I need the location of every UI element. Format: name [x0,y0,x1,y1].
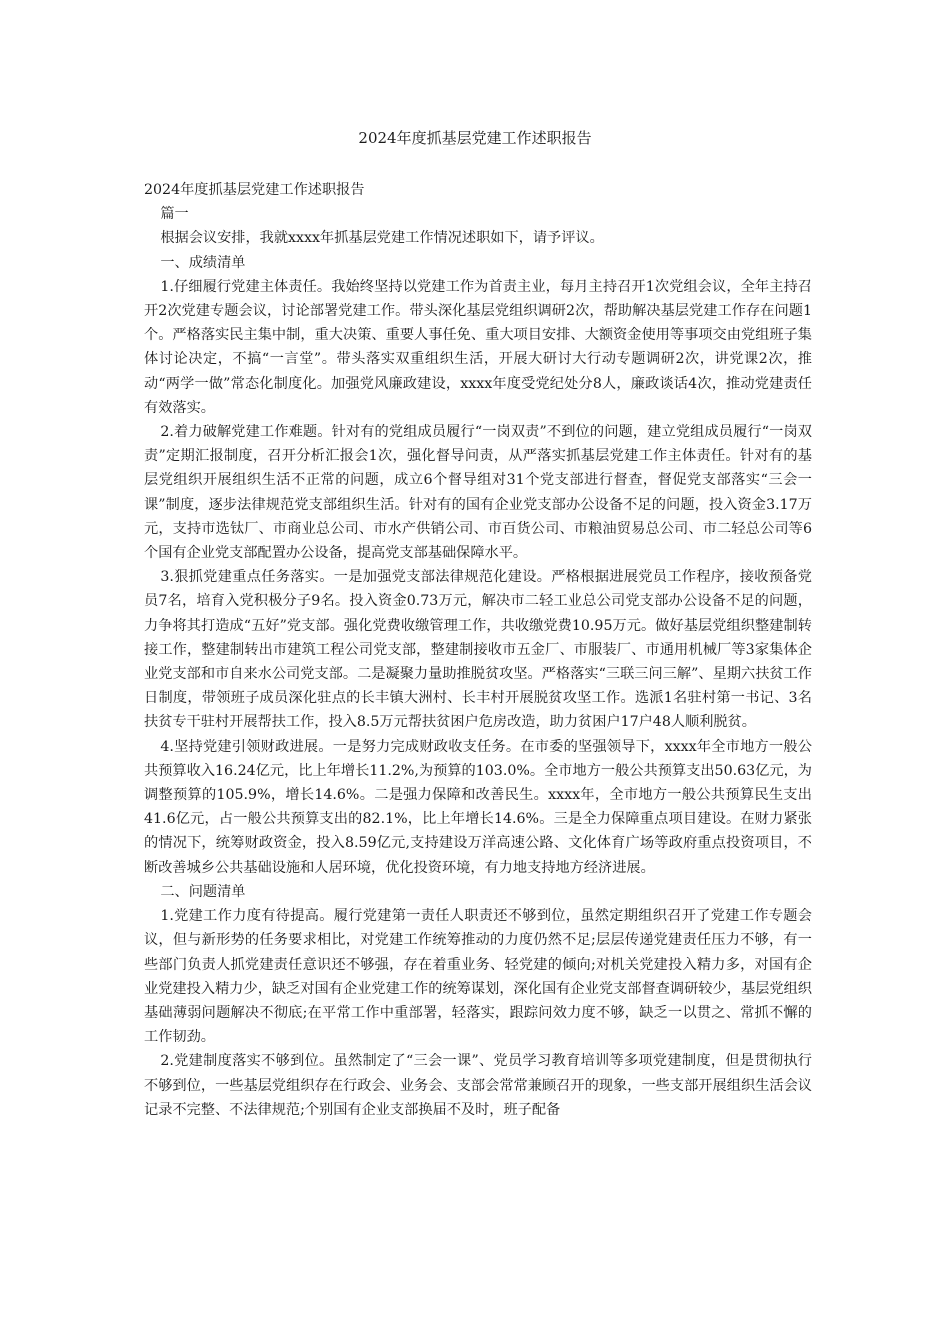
achievement-paragraph-1: 1.仔细履行党建主体责任。我始终坚持以党建工作为首责主业，每月主持召开1次党组会议，全年主持召开2次党建专题会议，讨论部署党建工作。带头深化基层党组织调研2次，帮助解决基层党建工作存在问题1个。严格落实民主集中制，重大决策、重要人事任免、重大项目安排、大额资金使用等事项交由党组班子集体讨论决定，不搞“一言堂”。带头落实双重组织生活，开展大研讨大行动专题调研2次，讲党课2次，推动“两学一做”常态化制度化。加强党风廉政建设，xxxx年度受党纪处分8人，廉政谈话4次，推动党建责任有效落实。 [144,278,812,416]
section-heading-achievements: 一、成绩清单 [160,254,246,271]
achievement-paragraph-2: 2.着力破解党建工作难题。针对有的党组成员履行“一岗双责”不到位的问题，建立党组成员履行“一岗双责”定期汇报制度，召开分析汇报会1次，强化督导问责，从严落实抓基层党建工作主体责任。针对有的基层党组织开展组织生活不正常的问题，成立6个督导组对31个党支部进行督查，督促党支部落实“三会一课”制度，逐步法律规范党支部组织生活。针对有的国有企业党支部办公设备不足的问题，投入资金3.17万元，支持市选钛厂、市商业总公司、市水产供销公司、市百货公司、市粮油贸易总公司、市二轻总公司等6个国有企业党支部配置办公设备，提高党支部基础保障水平。 [144,424,812,562]
document-body [144,178,812,1122]
document-title: 2024年度抓基层党建工作述职报告 [358,129,592,147]
intro-paragraph: 根据会议安排，我就xxxx年抓基层党建工作情况述职如下，请予评议。 [160,230,604,247]
section-heading-problems: 二、问题清单 [160,883,246,900]
section-label: 篇一 [160,206,189,223]
achievement-paragraph-4: 4.坚持党建引领财政进展。一是努力完成财政收支任务。在市委的坚强领导下，xxxx年全市地方一般公共预算收入16.24亿元，比上年增长11.2%,为预算的103.0%。全市地方一般公共预算支出50.63亿元，为调整预算的105.9%，增长14.6%。二是强力保障和改善民生。xxxx年，全市地方一般公共预算民生支出41.6亿元，占一般公共预算支出的82.1%，比上年增长14.6%。三是全力保障重点项目建设。在财力紧张的情况下，统筹财政资金，投入8.59亿元,支持建设万洋高速公路、文化体育广场等政府重点投资项目，不断改善城乡公共基础设施和人居环境，优化投资环境，有力地支持地方经济进展。 [144,738,812,876]
problem-paragraph-1: 1.党建工作力度有待提高。履行党建第一责任人职责还不够到位，虽然定期组织召开了党建工作专题会议，但与新形势的任务要求相比，对党建工作统筹推动的力度仍然不足;层层传递党建责任压力不够，有一些部门负责人抓党建责任意识还不够强，存在着重业务、轻党建的倾向;对机关党建投入精力多，对国有企业党建投入精力少，缺乏对国有企业党建工作的统筹谋划，深化国有企业党支部督查调研较少，基层党组织基础薄弱问题解决不彻底;在平常工作中重部署，轻落实，跟踪问效力度不够，缺乏一以贯之、常抓不懈的工作韧劲。 [144,908,812,1046]
body-heading: 2024年度抓基层党建工作述职报告 [144,182,365,198]
problem-paragraph-2: 2.党建制度落实不够到位。虽然制定了“三会一课”、党员学习教育培训等多项党建制度，但是贯彻执行不够到位，一些基层党组织存在行政会、业务会、支部会常常兼顾召开的现象，一些支部开展组织生活会议记录不完整、不法律规范;个别国有企业支部换届不及时，班子配备 [144,1053,812,1118]
achievement-paragraph-3: 3.狠抓党建重点任务落实。一是加强党支部法律规范化建设。严格根据进展党员工作程序，接收预备党员7名，培育入党积极分子9名。投入资金0.73万元，解决市二轻工业总公司党支部办公设备不足的问题，力争将其打造成“五好”党支部。强化党费收缴管理工作，共收缴党费10.95万元。做好基层党组织整建制转接工作，整建制转出市建筑工程公司党支部，整建制接收市五金厂、市服装厂、市通用机械厂等3家集体企业党支部和市自来水公司党支部。二是凝聚力量助推脱贫攻坚。严格落实“三联三问三解”、星期六扶贫工作日制度，带领班子成员深化驻点的长丰镇大洲村、长丰村开展脱贫攻坚工作。选派1名驻村第一书记、3名扶贫专干驻村开展帮扶工作，投入8.5万元帮扶贫困户危房改造，助力贫困户17户48人顺利脱贫。 [144,569,812,731]
